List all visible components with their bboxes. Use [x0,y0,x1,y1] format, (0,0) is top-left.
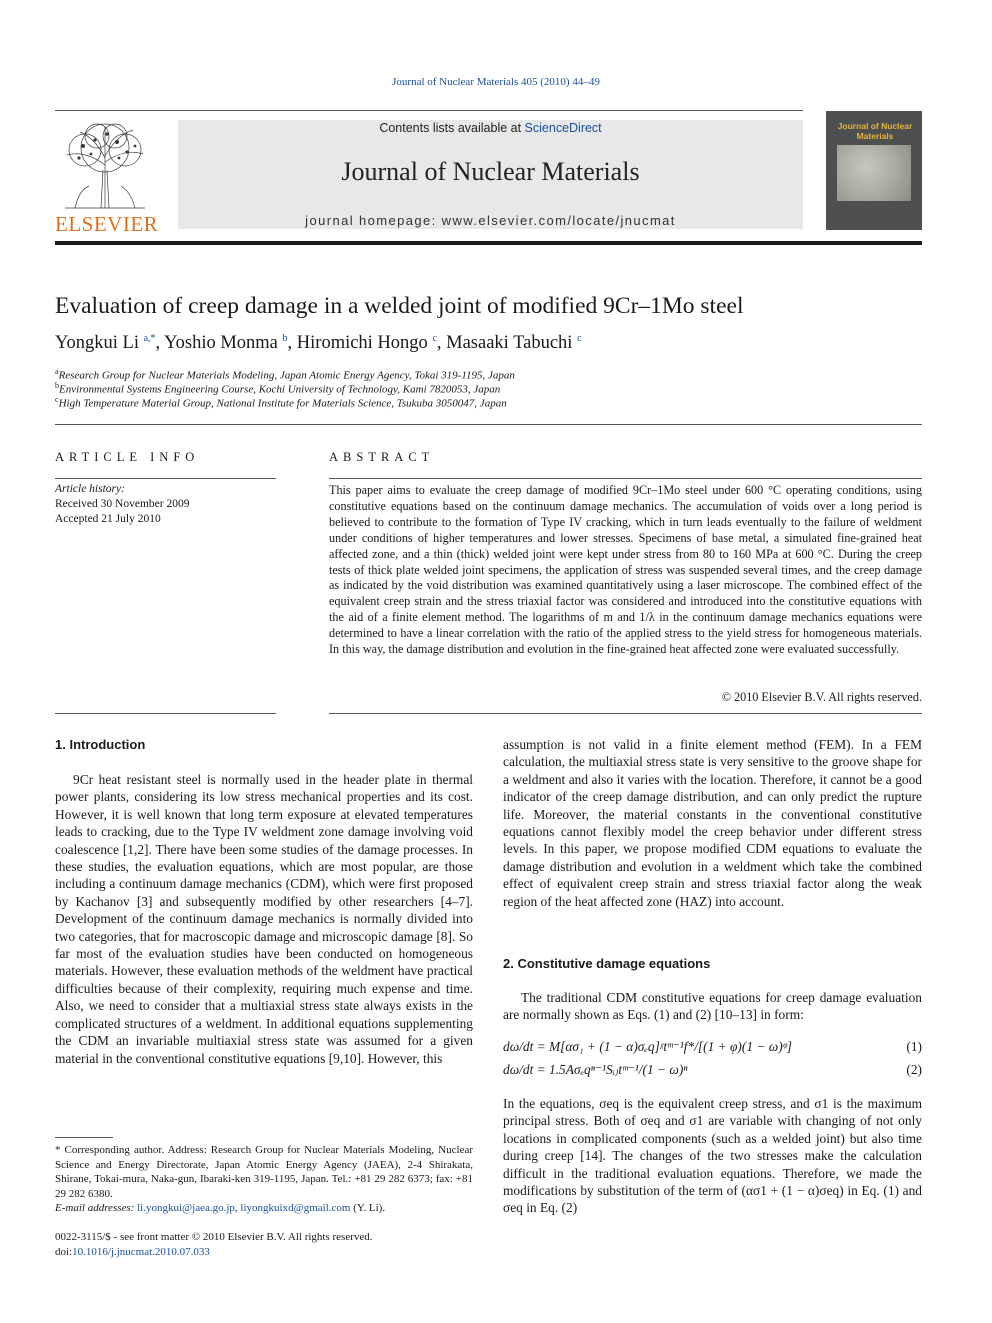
doi-link[interactable]: 10.1016/j.jnucmat.2010.07.033 [72,1245,210,1258]
affiliation-text: Environmental Systems Engineering Course, Kochi University of Technology, Kami 7820053, Japan [59,383,501,396]
doi-line [55,1245,373,1260]
introduction-text [55,771,473,1067]
column2-text [503,736,922,910]
contents-prefix: Contents lists available at [379,121,525,135]
section2-paragraph: The traditional CDM constitutive equations for creep damage evaluation are normally shown as Eqs. (1) and (2) [10–13] in form: [503,990,922,1023]
elsevier-tree-icon [55,120,155,212]
equation-1-body: dω/dt = M[ασ₁ + (1 − α)σₑq]ᵡtᵐ⁻¹f*/[(1 + φ)(1 − ω)ᵠ] [503,1039,792,1054]
email-suffix: (Y. Li). [353,1202,386,1214]
elsevier-logo[interactable] [55,120,167,235]
author-name[interactable]: Yoshio Monma [164,333,278,354]
elsevier-wordmark: ELSEVIER [55,212,159,236]
footnote-text: * Corresponding author. Address: Research Group for Nuclear Materials Modeling, Nuclear Science and Energy Directorate, Japan Atomic Energy Agency (JAEA), 2-4 Shirakata, Shirane, Tokai-mura, Naka-gun, Ibaraki-ken 319-1195, Japan. Tel.: +81 29 282 6373; fax: +81 29 282 6380. [55,1144,473,1200]
author-name[interactable]: Masaaki Tabuchi [446,333,573,354]
affiliation [55,367,515,382]
affiliation-sup: c [55,395,59,404]
email-link[interactable]: li.yongkui@jaea.go.jp [137,1202,235,1214]
contents-line [178,121,803,135]
abstract-text: This paper aims to evaluate the creep damage of modified 9Cr–1Mo steel under 600 °C operating conditions, using constitutive equations based on the continuum damage mechanics. The accumulation of voids over a long period is believed to contribute to the formation of Type IV cracking, which in turn leads eventually to the failure of weldment under conditions of higher temperatures and lower stresses. Specimens of base metal, a simulated fine-grained heat affected zone, and a thin (thick) welded joint were kept under stress from 80 to 160 MPa at 600 °C. During the creep tests of thick plate welded joint specimens, the application of stress was suspended several times, and the creep damage as indicated by the void distribution was examined quantitatively using a laser microscope. The combined effect of the equivalent creep strain and the stress triaxial factor was considered and introduced into the constitutive equations with the aid of a finite element method. The logarithms of m and 1/λ in the continuum damage mechanics equations were determined to have a linear correlation with the ratio of the applied stress to the yield stress for homogeneous materials. In this way, the damage distribution and evolution in the fine-grained heat affected zone were evaluated successfully. [329,483,922,657]
doi-label: doi: [55,1245,73,1258]
equation-1 [503,1039,922,1055]
abstract-rule [329,478,922,479]
footnote-rule [55,1137,113,1138]
author-sup[interactable]: c [432,333,437,344]
email-line: E-mail addresses: li.yongkui@jaea.go.jp, liyongkuixd@gmail.com (Y. Li). [55,1202,386,1214]
journal-homepage-link[interactable]: journal homepage: www.elsevier.com/locate/jnucmat [305,213,676,228]
abstract-bottom-rule [329,713,922,714]
article-info-rule [55,478,276,479]
author-list: Yongkui Li $^{a,*}$, Yoshio Monma $^b$, Hiromichi Hongo $^c$, Masaaki Tabuchi $^c$ [55,333,582,354]
article-info-heading: ARTICLE INFO [55,450,200,464]
issn-line: 0022-3115/$ - see front matter © 2010 Elsevier B.V. All rights reserved. [55,1231,373,1243]
history-label: Article history: [55,483,125,495]
author-name[interactable]: Hiromichi Hongo [296,333,428,354]
equation-1-number: (1) [906,1039,922,1054]
section-heading-introduction: 1. Introduction [55,737,146,752]
journal-banner [178,120,803,229]
affiliation-text: Research Group for Nuclear Materials Modeling, Japan Atomic Energy Agency, Tokai 319-1195, Japan [58,369,515,382]
header-rule [55,110,803,111]
equation-2-body: dω/dt = 1.5Aσₑqⁿ⁻¹Sᵢⱼtᵐ⁻¹/(1 − ω)ⁿ [503,1062,688,1077]
affiliation-sup: b [55,381,59,390]
footer [55,1230,373,1259]
header-thick-rule [55,241,922,245]
author-sup[interactable]: b [282,333,288,344]
equations-paragraph: In the equations, σeq is the equivalent creep stress, and σ1 is the maximum principal stress. Both of σeq and σ1 are variable with changing of not only locations in complicated components (such as a welded joint) but also time during creep [14]. The changes of the two stresses make the calculation difficult in the traditional evaluation equations. Therefore, we made the modifications by substitution of the term of (ασ1 + (1 − α)σeq) in Eq. (1) and σeq in Eq. (2) [503,1096,922,1216]
journal-cover[interactable] [826,111,922,230]
section2-intro [503,989,922,1024]
cover-title: Journal of Nuclear Materials [837,121,913,141]
abstract-heading: ABSTRACT [329,450,435,464]
section-heading-constitutive: 2. Constitutive damage equations [503,956,711,971]
received-date: Received 30 November 2009 [55,498,190,510]
author-name[interactable]: Yongkui Li [55,333,139,354]
affiliation-rule [55,424,922,425]
equations-discussion [503,1095,922,1217]
sciencedirect-link[interactable]: ScienceDirect [524,121,602,135]
cover-image [837,145,911,201]
journal-title: Journal of Nuclear Materials [341,157,640,186]
affiliation [55,395,507,410]
column2-paragraph: assumption is not valid in a finite element method (FEM). In a FEM calculation, the multiaxial stress state is very sensitive to the groove shape for a weldment and also it varies with the location. Therefore, it cannot be a good indicator of the creep damage distribution, and can only predict the rupture life. Moreover, the material constants in the conventional constitutive equations cannot flexibly model the creep behavior under different stress levels. In this paper, we propose modified CDM equations to evaluate the damage distribution and evolution in a weldment which take the combined effect of equivalent creep strain and stress triaxial factor along the weak region of the heat affected zone (HAZ) into account. [503,737,922,909]
affiliation-sup: a [55,367,59,376]
email-link[interactable]: liyongkuixd@gmail.com [240,1202,351,1214]
journal-reference[interactable]: Journal of Nuclear Materials 405 (2010) 44–49 [392,76,600,88]
accepted-date: Accepted 21 July 2010 [55,513,161,525]
article-history [55,482,189,527]
author-sup[interactable]: a,* [143,333,156,344]
introduction-paragraph: 9Cr heat resistant steel is normally used in the header plate in thermal power plants, considering its low stress mechanical properties and its cost. However, it is well known that long term exposure at elevated temperatures leads to cracking, due to the Type IV weldment zone damage involving void coalescence [1,2]. There have been some studies of the damage processes. In these studies, the evaluation equations, which are most popular, are those including a continuum damage mechanics (CDM), which were first proposed by Kachanov [3] and subsequently modified by other researchers [4–7]. Development of the continuum damage mechanics is normally divided into two categories, that for macroscopic damage and microscopic damage [8]. So far most of the evaluation studies have been conducted on homogeneous materials. However, these evaluation methods of the weldment have practical difficulties because of their complexity, requiring much expense and time. Also, we need to consider that a multiaxial stress state always exists in the complicated structures of a weldment. In additional equations supplementing the CDM an invariable multiaxial stress state was assumed for a given material in the conventional constitutive equations [9,10]. However, this [55,772,473,1066]
article-title: Evaluation of creep damage in a welded joint of modified 9Cr–1Mo steel [55,293,744,319]
article-info-bottom-rule [55,713,276,714]
equation-2 [503,1062,922,1078]
corresponding-author-footnote [55,1143,473,1216]
affiliation [55,381,500,396]
affiliation-text: High Temperature Material Group, National Institute for Materials Science, Tsukuba 3050047, Japan [58,397,507,410]
author-sup[interactable]: c [577,333,582,344]
abstract-copyright: © 2010 Elsevier B.V. All rights reserved. [721,690,922,704]
email-label: E-mail addresses: [55,1202,135,1214]
equation-2-number: (2) [906,1062,922,1077]
